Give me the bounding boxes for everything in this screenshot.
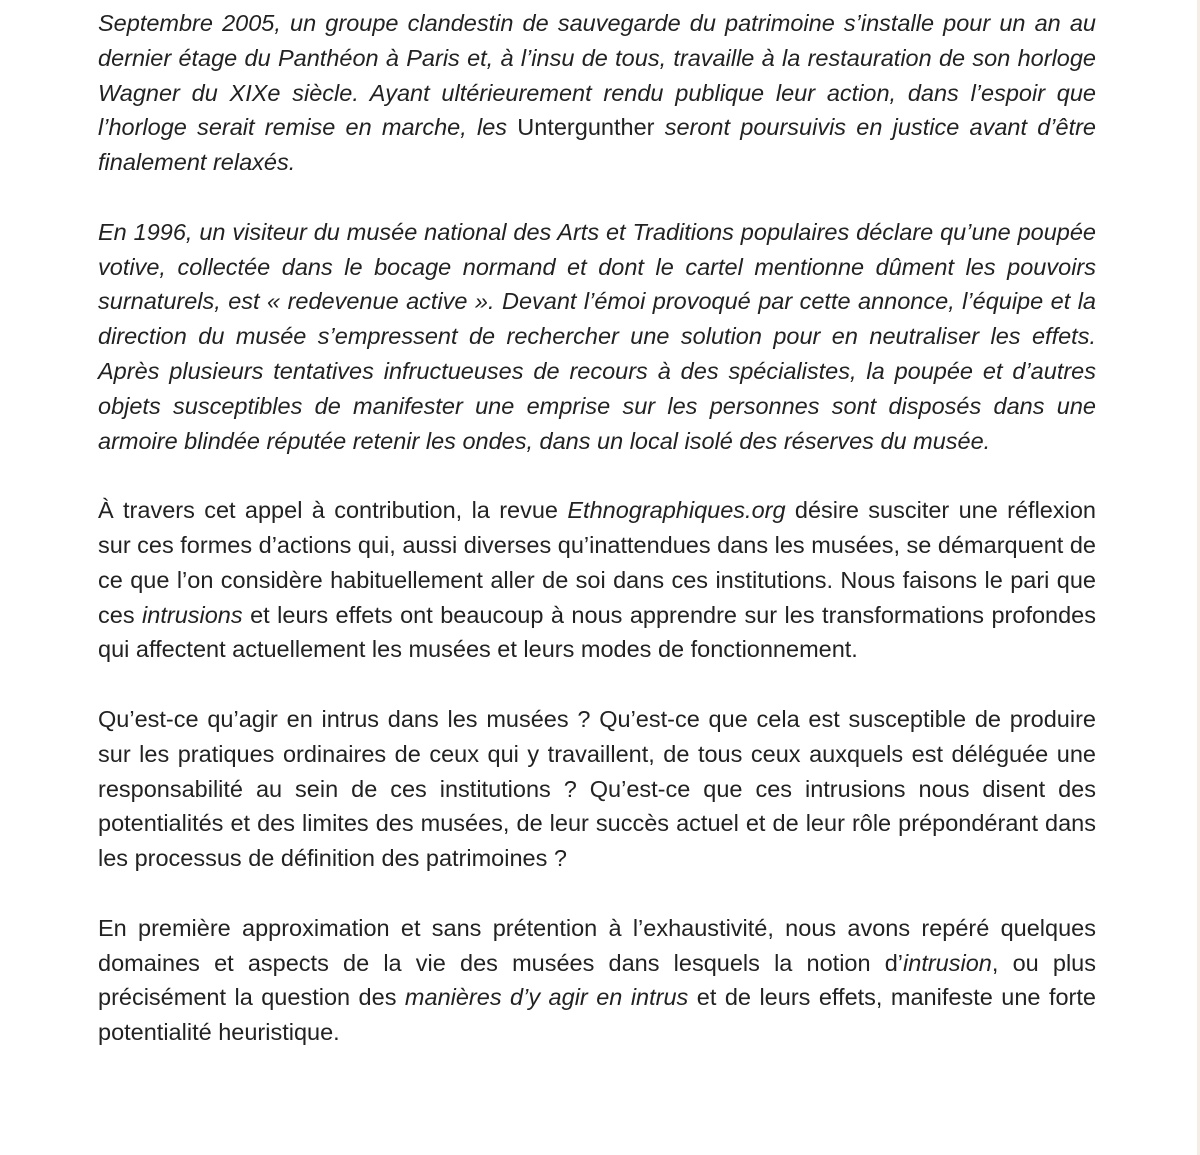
paragraph-text: À travers cet appel à contribution, la revue	[98, 497, 568, 524]
article-body	[98, 6, 1096, 1050]
paragraph-text: En première approximation et sans prétention à l’exhaustivité, nous avons repéré quelques domaines et aspects de la vie des musées dans lesquels la notion d’	[98, 914, 1096, 976]
paragraph-call-for-contributions	[98, 493, 1096, 667]
group-name-untergunther: Untergunther	[517, 114, 655, 141]
emphasis-intrusions: intrusions	[142, 601, 243, 628]
paragraph-text: Qu’est-ce qu’agir en intrus dans les musées ? Qu’est-ce que cela est susceptible de produire sur les pratiques ordinaires de ceux qui y travaillent, de tous ceux auxquels est déléguée une responsabilité au sein de ces institutions ? Qu’est-ce que ces intrusions nous disent des potentialités et des limites des musées, de leur succès actuel et de leur rôle prépondérant dans les processus de définition des patrimoines ?	[98, 705, 1096, 872]
paragraph-pantheon-clock	[98, 6, 1096, 180]
emphasis-manieres: manières d’y agir en intrus	[404, 984, 689, 1011]
paragraph-questions	[98, 702, 1096, 876]
paragraph-approximation	[98, 911, 1096, 1050]
paragraph-text: et de leurs effets, manifeste une forte potentialité heuristique.	[98, 984, 1096, 1046]
emphasis-intrusion: intrusion	[903, 949, 992, 976]
paragraph-text: seront poursuivis en justice avant d’être finalement relaxés.	[98, 114, 1097, 176]
paragraph-text: et leurs effets ont beaucoup à nous apprendre sur les transformations profondes qui affectent actuellement les musées et leurs modes de fonctionnement.	[98, 601, 1096, 663]
paragraph-text: , ou plus précisément la question des	[98, 949, 1096, 1011]
journal-name: Ethnographiques.org	[567, 497, 786, 524]
paragraph-votive-doll	[98, 215, 1096, 459]
paragraph-text: Septembre 2005, un groupe clandestin de sauvegarde du patrimoine s’installe pour un an au dernier étage du Panthéon à Paris et, à l’insu de tous, travaille à la restauration de son horloge Wagner du XIXe siècle. Ayant ultérieurement rendu publique leur action, dans l’espoir que l’horloge serait remise en marche, les	[98, 10, 1096, 141]
paragraph-text: désire susciter une réflexion sur ces formes d’actions qui, aussi diverses qu’inattendues dans les musées, se démarquent de ce que l’on considère habituellement aller de soi dans ces institutions. Nous faisons le pari que ces	[98, 497, 1096, 628]
paragraph-text: En 1996, un visiteur du musée national des Arts et Traditions populaires déclare qu’une poupée votive, collectée dans le bocage normand et dont le cartel mentionne dûment les pouvoirs surnaturels, est « redevenue active ». Devant l’émoi provoqué par cette annonce, l’équipe et la direction du musée s’empressent de rechercher une solution pour en neutraliser les effets. Après plusieurs tentatives infructueuses de recours à des spécialistes, la poupée et d’autres objets susceptibles de manifester une emprise sur les personnes sont disposés dans une armoire blindée réputée retenir les ondes, dans un local isolé des réserves du musée.	[98, 218, 1096, 454]
